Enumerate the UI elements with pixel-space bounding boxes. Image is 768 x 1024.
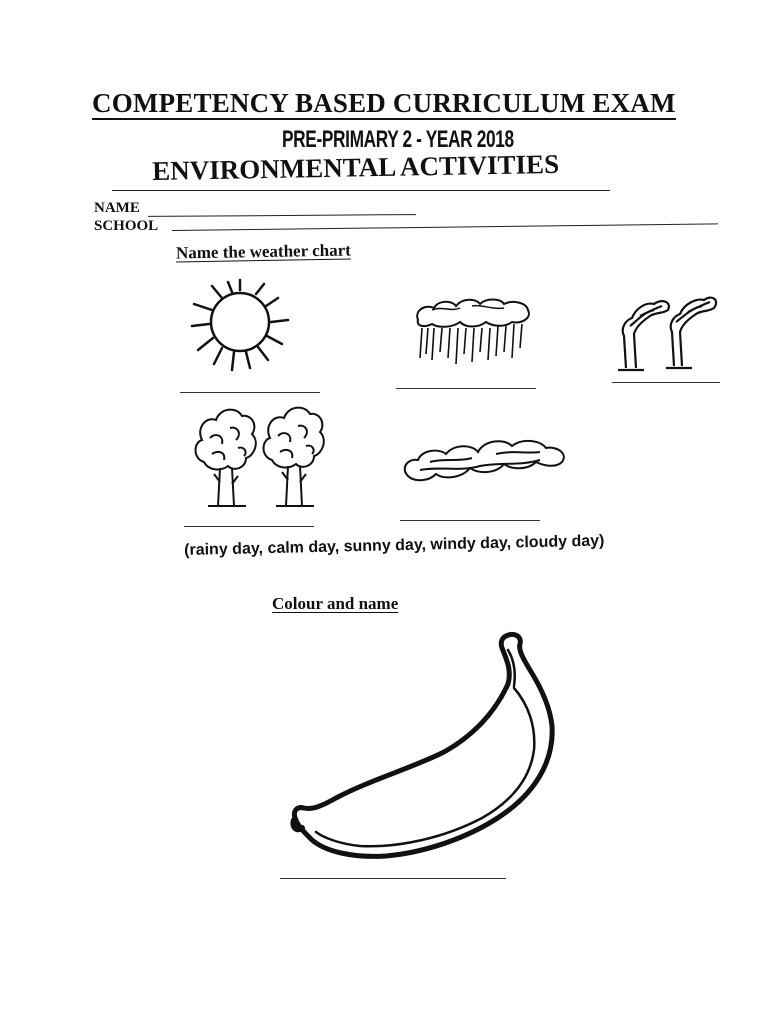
answer-line-cloudy[interactable] [400, 520, 540, 521]
weather-options: (rainy day, calm day, sunny day, windy day, cloudy day) [184, 532, 605, 559]
rain-cloud-icon [412, 296, 532, 368]
school-field-line[interactable] [172, 223, 718, 231]
colour-section-heading: Colour and name [272, 594, 399, 613]
subject-heading: ENVIRONMENTAL ACTIVITIES [152, 148, 560, 186]
banana-icon [288, 630, 562, 862]
windy-icon [610, 292, 720, 376]
name-field-line[interactable] [148, 214, 416, 217]
subject-underline [112, 190, 610, 191]
answer-line-windy[interactable] [612, 382, 720, 383]
cloud-icon [400, 432, 568, 488]
answer-line-sun[interactable] [180, 392, 320, 393]
school-label: SCHOOL [94, 218, 159, 234]
trees-icon [190, 402, 326, 510]
grade-year-heading: PRE-PRIMARY 2 - YEAR 2018 [282, 126, 514, 153]
exam-title: COMPETENCY BASED CURRICULUM EXAM [92, 88, 676, 118]
answer-line-banana[interactable] [280, 878, 506, 879]
answer-line-rain[interactable] [396, 388, 536, 389]
sun-icon [188, 280, 292, 372]
name-label: NAME [94, 200, 140, 216]
weather-section-heading: Name the weather chart [175, 240, 351, 263]
answer-line-calm[interactable] [184, 526, 314, 527]
